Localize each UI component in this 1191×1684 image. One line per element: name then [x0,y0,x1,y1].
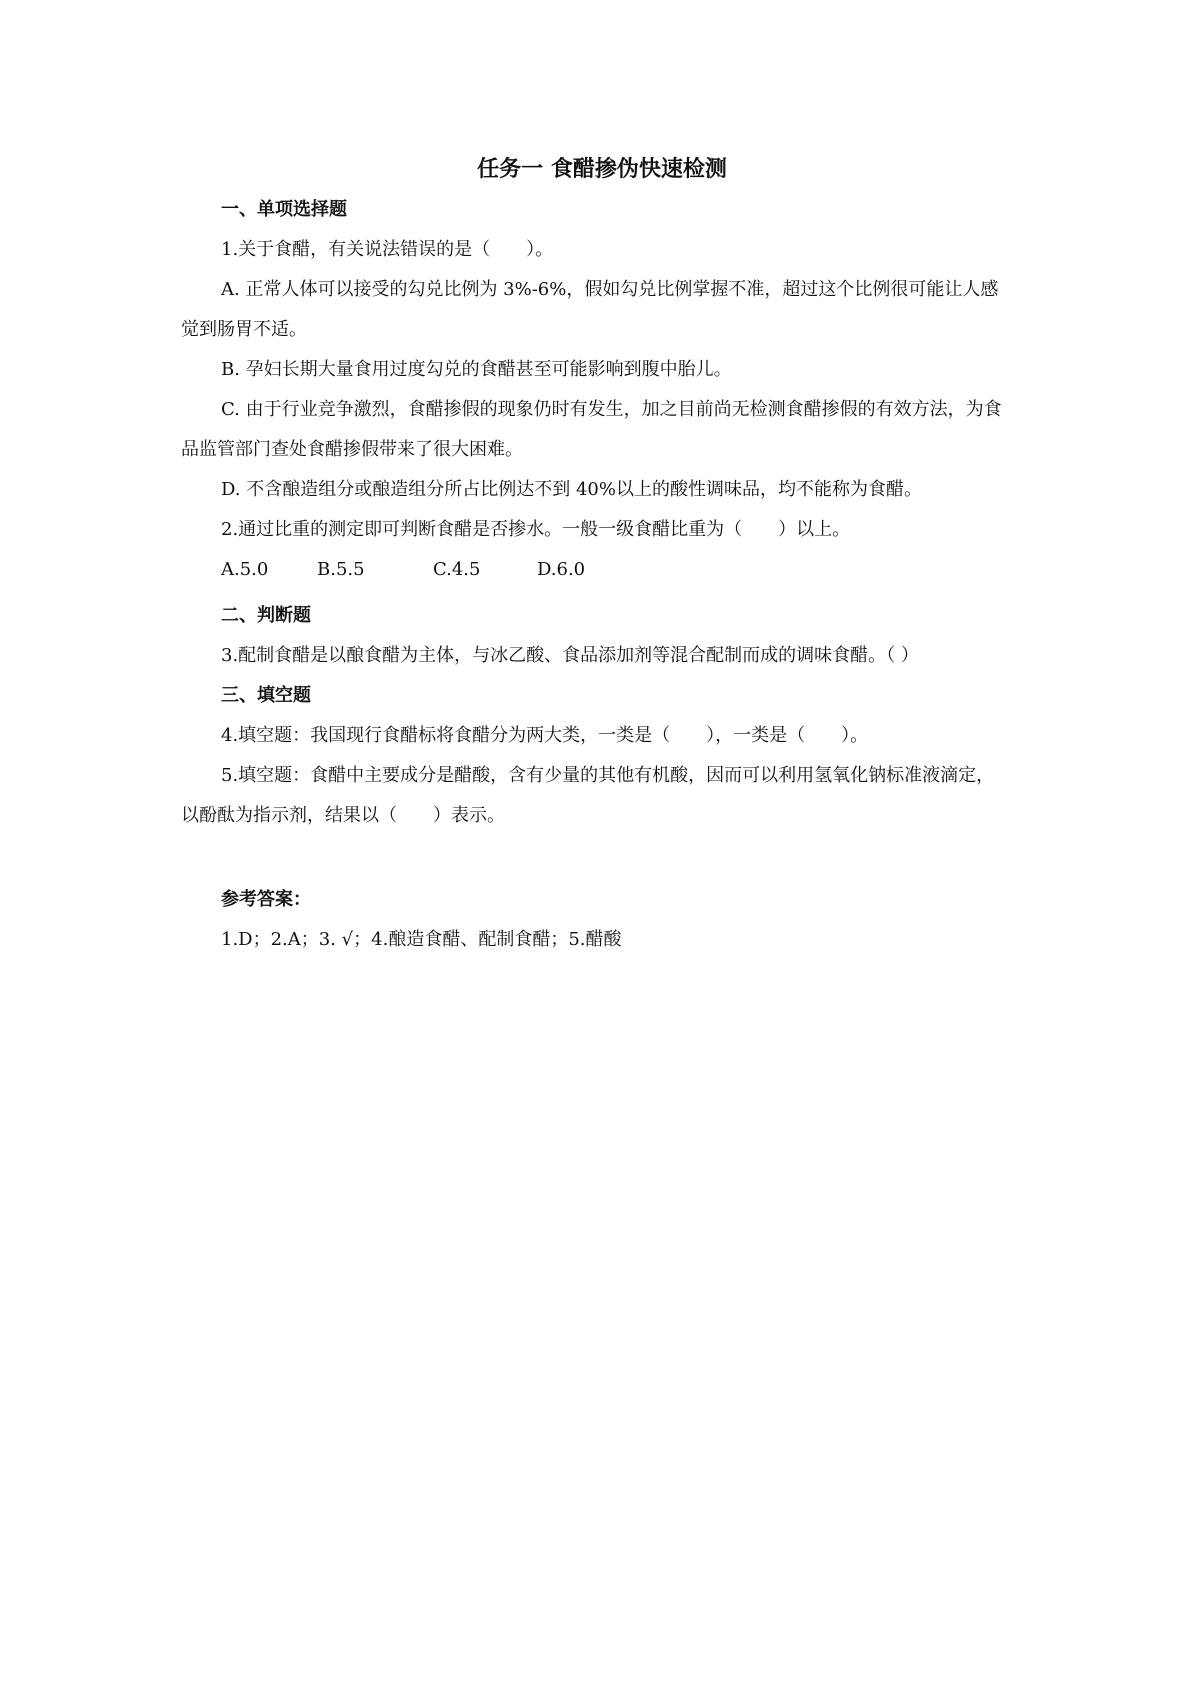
question-1-option-a: A. 正常人体可以接受的勾兑比例为 3%-6%，假如勾兑比例掌握不准，超过这个比例很可能让人感觉到肠胃不适。 [181,279,999,340]
section-heading-single-choice: 一、单项选择题 [221,199,347,220]
question-2-stem: 2.通过比重的测定即可判断食醋是否掺水。一般一级食醋比重为（ ）以上。 [221,519,851,540]
section-heading-fill-blank: 三、填空题 [221,685,311,706]
question-1-option-b: B. 孕妇长期大量食用过度勾兑的食醋甚至可能影响到腹中胎儿。 [221,359,732,380]
answers-text: 1.D；2.A；3. √；4.酿造食醋、配制食醋；5.醋酸 [221,929,622,950]
question-2-option-c: C.4.5 [433,559,481,580]
question-4: 4.填空题：我国现行食醋标将食醋分为两大类，一类是（ ），一类是（ ）。 [221,725,869,746]
question-2-options [181,550,1011,590]
question-1-stem: 1.关于食醋，有关说法错误的是（ ）。 [221,239,554,260]
question-5: 5.填空题：食醋中主要成分是醋酸，含有少量的其他有机酸，因而可以利用氢氧化钠标准液滴定，以酚酞为指示剂，结果以（ ）表示。 [181,765,995,826]
answers-heading: 参考答案： [221,889,311,910]
question-2-option-d: D.6.0 [537,559,586,580]
section-heading-true-false: 二、判断题 [221,605,311,626]
question-3: 3.配制食醋是以酿食醋为主体，与冰乙酸、食品添加剂等混合配制而成的调味食醋。（ ） [221,645,919,666]
question-1-option-c: C. 由于行业竞争激烈，食醋掺假的现象仍时有发生，加之目前尚无检测食醋掺假的有效方法，为食品监管部门查处食醋掺假带来了很大困难。 [181,399,1002,460]
page-title: 任务一 食醋掺伪快速检测 [477,157,727,182]
question-1-option-d: D. 不含酿造组分或酿造组分所占比例达不到 40%以上的酸性调味品，均不能称为食醋。 [221,479,922,500]
question-2-option-b: B.5.5 [317,559,365,580]
question-2-option-a: A.5.0 [221,559,269,580]
document-page [181,150,1011,960]
